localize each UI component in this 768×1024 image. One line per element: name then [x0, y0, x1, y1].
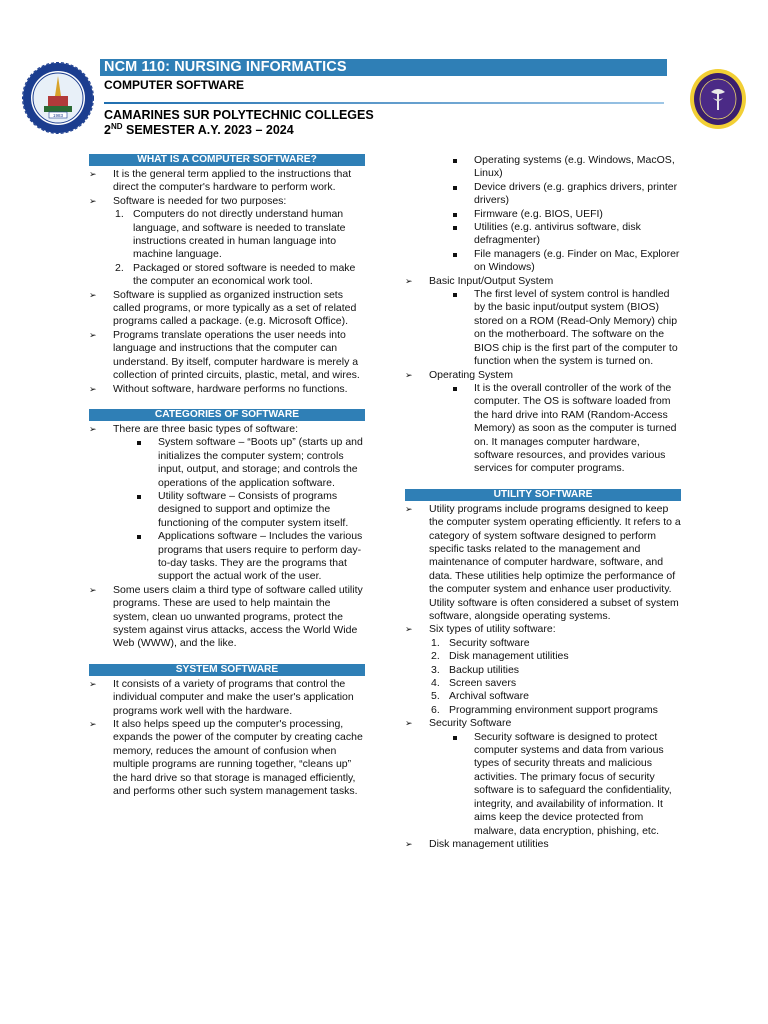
right-column — [405, 154, 681, 851]
numbered-item-4: 4. Screen savers — [431, 677, 517, 690]
semester-line: 2ND SEMESTER A.Y. 2023 – 2024 — [104, 122, 294, 137]
sub-bullet-device-drivers: Device drivers (e.g. graphics drivers, printer drivers) — [405, 181, 681, 208]
bullet-third-type: ➢ Some users claim a third type of software called utility programs. These are used to help maintain the system, clean uo unwanted programs, protect the system against virus attacks, access the World Wide Web (WWW), and the like. — [89, 584, 365, 651]
sub-bullet-utilities: Utilities (e.g. antivirus software, disk defragmenter) — [405, 221, 681, 248]
numbered-item-3: 3. Backup utilities — [431, 663, 520, 676]
nursing-emblem-logo — [689, 68, 747, 130]
bullet-disk-management: ➢ Disk management utilities — [405, 838, 681, 851]
school-name: CAMARINES SUR POLYTECHNIC COLLEGES — [104, 108, 374, 122]
bullet-three-types: ➢ There are three basic types of software: — [89, 423, 365, 436]
sub-bullet-utility-software: Utility software – Consists of programs designed to support and optimize the functioning of the computer system itself. — [89, 490, 365, 530]
sub-bullet-applications-software: Applications software – Includes the various programs that users require to perform day-to-day tasks. They are the programs that support the actual work of the user. — [89, 530, 365, 584]
numbered-item-2: 2. Disk management utilities — [431, 650, 569, 663]
bullet-security-software: ➢ Security Software — [405, 717, 681, 730]
bullet-utility-programs: ➢ Utility programs include programs designed to keep the computer system operating efficiently. It refers to a category of system software designed to perform specific tasks related to the management and maintenance of computer hardware, software, and data. These utilities help optimize the performance of the computer system and enhance user productivity. Utility software is often considered a subset of system software, alongside operating systems. — [405, 503, 681, 624]
left-column — [89, 154, 365, 798]
seal-year-text: 1983 — [52, 113, 64, 118]
course-title: NCM 110: NURSING INFORMATICS — [104, 59, 347, 75]
sub-bullet-os-detail: It is the overall controller of the work of the computer. The OS is software loaded from the hard drive into RAM (Random-Access Memory) as soon as the computer is turned on. It manages computer hardware, software resources, and provides various services for computer programs. — [405, 382, 681, 476]
numbered-item-2: 2. Packaged or stored software is needed to make the computer an economical work tool. — [115, 261, 356, 288]
sub-bullet-operating-systems: Operating systems (e.g. Windows, MacOS, Linux) — [405, 154, 681, 181]
bullet-without-software: ➢ Without software, hardware performs no functions. — [89, 383, 365, 396]
college-seal-logo — [22, 62, 94, 134]
sub-bullet-firmware: Firmware (e.g. BIOS, UEFI) — [405, 208, 681, 221]
bullet-purposes: ➢ Software is needed for two purposes: — [89, 195, 365, 208]
section-heading-what-is-software: WHAT IS A COMPUTER SOFTWARE? — [89, 154, 365, 166]
sub-bullet-file-managers: File managers (e.g. Finder on Mac, Explorer on Windows) — [405, 248, 681, 275]
section-heading-utility-software: UTILITY SOFTWARE — [405, 489, 681, 501]
sub-bullet-bios-detail: The first level of system control is handled by the basic input/output system (BIOS) stored on a ROM (Read-Only Memory) chip on the motherboard. The software on the BIOS chip is the first part of the computer to function when the system is turned on. — [405, 288, 681, 368]
bullet-definition: ➢ It is the general term applied to the instructions that direct the computer's hardware to perform work. — [89, 168, 365, 195]
bullet-system-consists: ➢ It consists of a variety of programs that control the individual computer and make the user's application programs work well with the hardware. — [89, 678, 365, 718]
numbered-item-5: 5. Archival software — [431, 690, 529, 703]
bullet-system-speed: ➢ It also helps speed up the computer's processing, expands the power of the computer by creating cache memory, reduces the amount of confusion when multiple programs are running together, “cleans up” the hard drive so that storage is managed efficiently, and performs other such system management tasks. — [89, 718, 365, 798]
bullet-bios: ➢ Basic Input/Output System — [405, 275, 681, 288]
header-rule — [104, 102, 664, 104]
section-heading-categories: CATEGORIES OF SOFTWARE — [89, 409, 365, 421]
document-subtitle: COMPUTER SOFTWARE — [104, 78, 244, 92]
sub-bullet-security-detail: Security software is designed to protect computer systems and data from various types of security threats and malicious activities. The primary focus of security software is to safeguard the confidentiality, integrity, and availability of information. It aims keep the device protected from malware, data encryption, phishing, etc. — [405, 731, 681, 838]
numbered-item-6: 6. Programming environment support programs — [431, 703, 658, 716]
sub-bullet-system-software: System software – “Boots up” (starts up and initializes the computer system; controls input, output, and storage; and controls the operations of the application software. — [89, 436, 365, 490]
bullet-six-types: ➢ Six types of utility software: — [405, 623, 681, 636]
bullet-programs-translate: ➢ Programs translate operations the user needs into language and instructions that the computer can understand. By itself, computer hardware is merely a collection of printed circuits, plastic, metal, and wires. — [89, 329, 365, 383]
bullet-operating-system: ➢ Operating System — [405, 369, 681, 382]
numbered-item-1: 1. Security software — [431, 636, 530, 649]
section-heading-system-software: SYSTEM SOFTWARE — [89, 664, 365, 676]
bullet-programs-package: ➢ Software is supplied as organized instruction sets called programs, or more typically as a set of related programs called a package. (e.g. Microsoft Office). — [89, 289, 365, 329]
numbered-item-1: 1. Computers do not directly understand human language, and software is needed to translate instructions created in human language into machine language. — [115, 208, 346, 261]
